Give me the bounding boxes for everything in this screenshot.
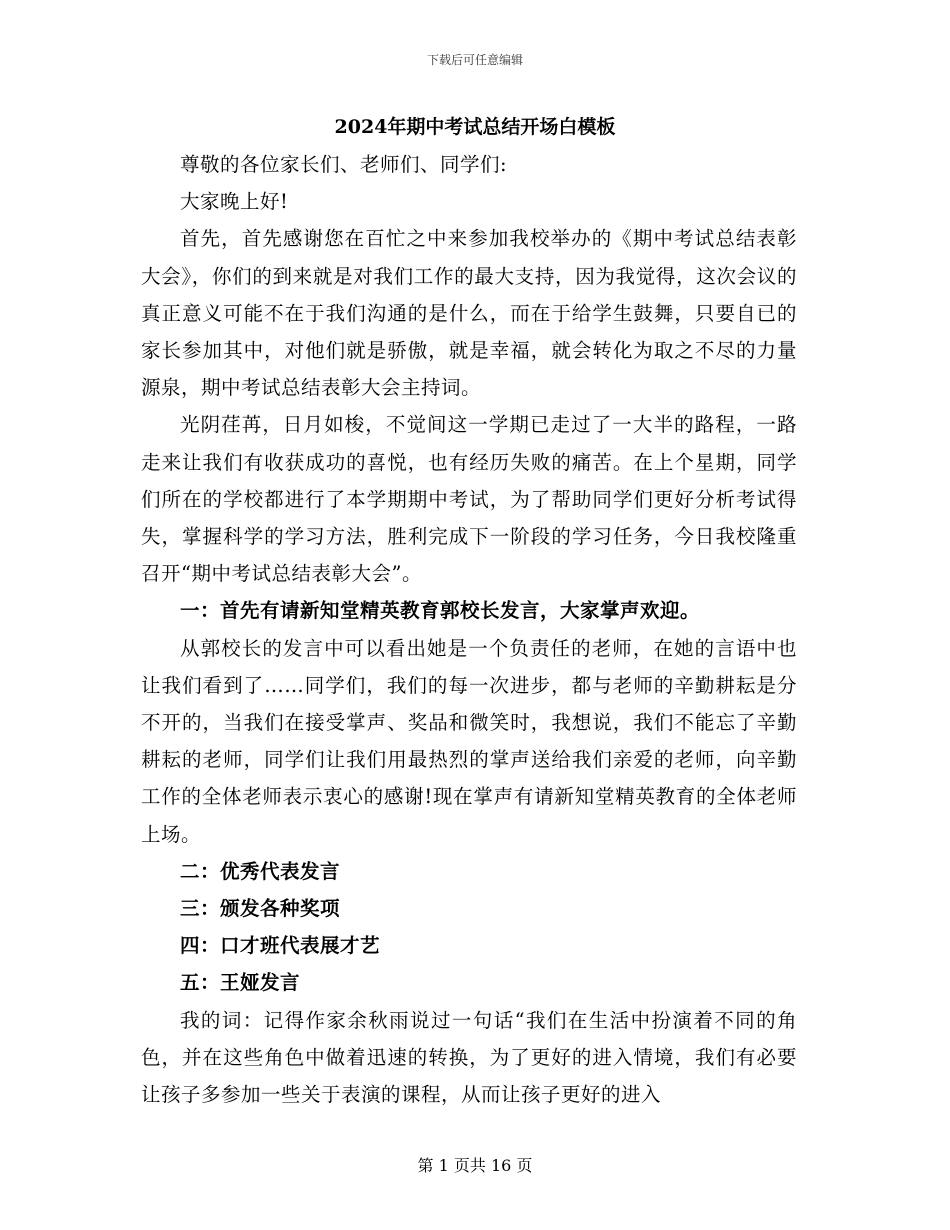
page-number: 第 1 页共 16 页	[417, 1156, 533, 1175]
paragraph-thanks: 首先，首先感谢您在百忙之中来参加我校举办的《期中考试总结表彰大会》，你们的到来就是对我们工作的最大支持，因为我觉得，这次会议的真正意义可能不在于我们沟通的是什么，而在于给学生鼓舞，只要自已的家长参加其中，对他们就是骄傲，就是幸福，就会转化为取之不尽的力量源泉，期中考试总结表彰大会主持词。	[141, 227, 797, 400]
document-body	[141, 146, 797, 1113]
section-heading-1: 一：首先有请新知堂精英教育郭校长发言，大家掌声欢迎。	[180, 599, 701, 623]
section-heading-3: 三：颁发各种奖项	[180, 897, 341, 921]
paragraph-good-evening: 大家晚上好!	[180, 190, 289, 214]
paragraph-greeting: 尊敬的各位家长们、老师们、同学们:	[180, 153, 508, 176]
paragraph-time-passes: 光阴荏苒，日月如梭，不觉间这一学期已走过了一大半的路程，一路走来让我们有收获成功的喜悦，也有经历失败的痛苦。在上个星期，同学们所在的学校都进行了本学期期中考试，为了帮助同学们更好分析考试得失，掌握科学的学习方法，胜利完成下一阶段的学习任务，今日我校隆重召开“期中考试总结表彰大会”。	[141, 413, 797, 586]
page-header: 下载后可任意编辑	[426, 53, 523, 67]
section-heading-5: 五：王娅发言	[180, 971, 301, 995]
paragraph-principal-speech: 从郭校长的发言中可以看出她是一个负责任的老师，在她的言语中也让我们看到了……同学们，我们的每一次进步，都与老师的辛勤耕耘是分不开的，当我们在接受掌声、奖品和微笑时，我想说，我们不能忘了辛勤耕耘的老师，同学们让我们用最热烈的掌声送给我们亲爱的老师，向辛勤工作的全体老师表示衷心的感谢!现在掌声有请新知堂精英教育的全体老师上场。	[141, 636, 797, 846]
section-heading-2: 二：优秀代表发言	[180, 859, 341, 883]
document-title: 2024年期中考试总结开场白模板	[334, 116, 616, 138]
section-heading-4: 四：口才班代表展才艺	[180, 934, 381, 958]
paragraph-my-words: 我的词：记得作家余秋雨说过一句话“我们在生活中扮演着不同的角色，并在这些角色中做着迅速的转换，为了更好的进入情境，我们有必要让孩子多参加一些关于表演的课程，从而让孩子更好的进入	[141, 1008, 797, 1107]
